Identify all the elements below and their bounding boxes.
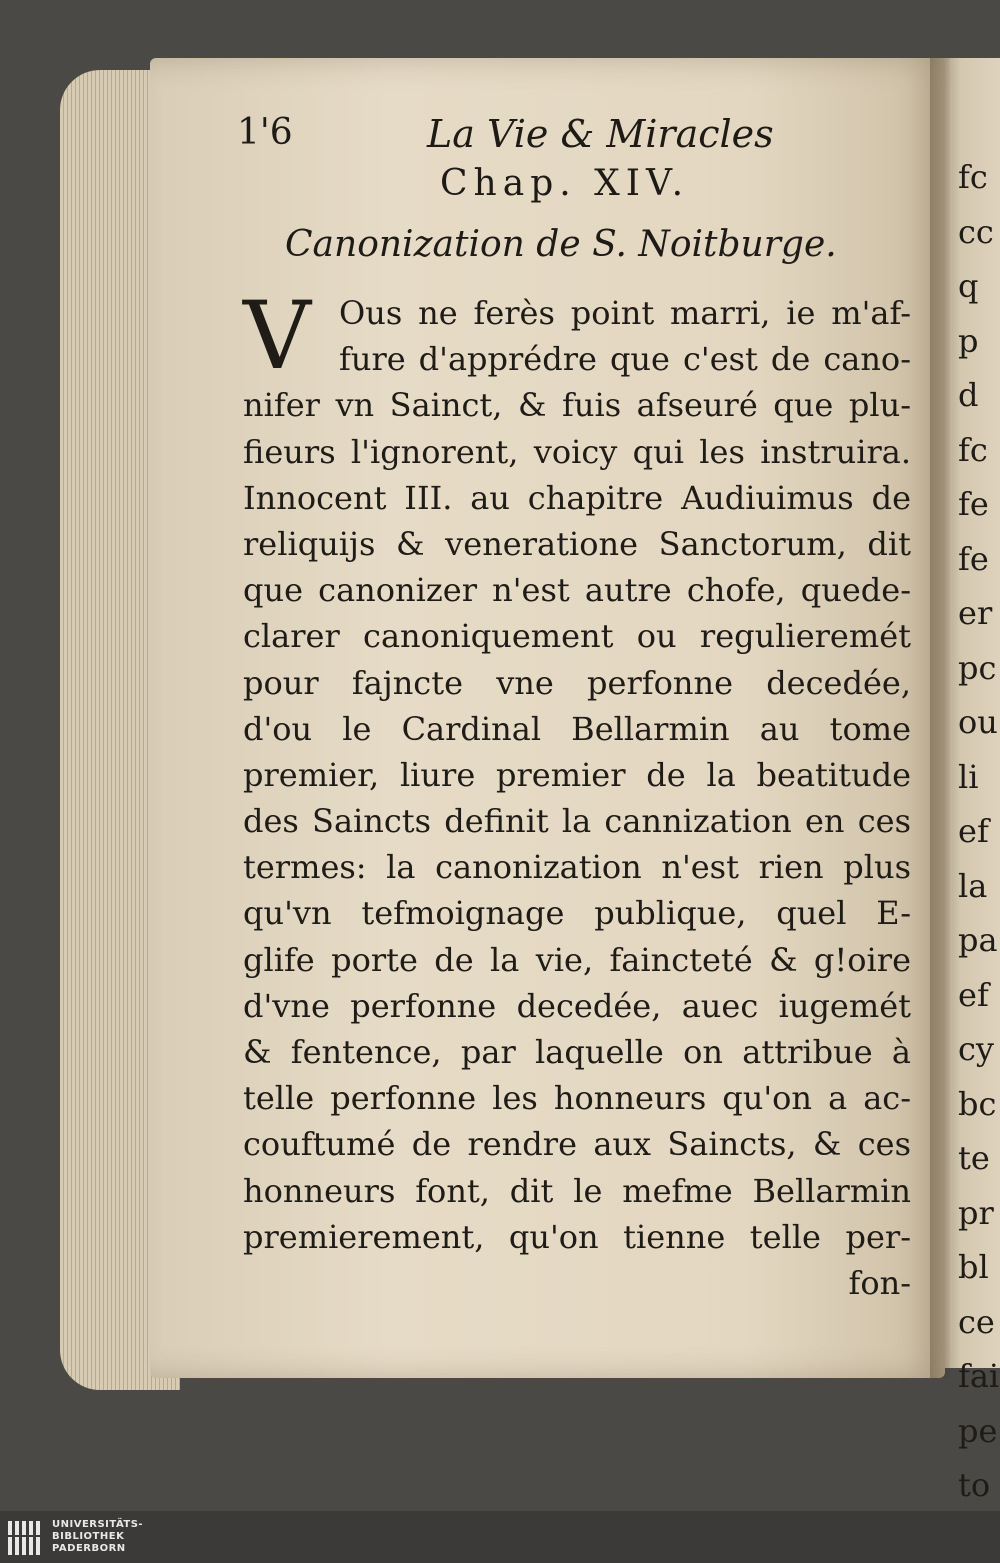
- fragment: to: [958, 1466, 991, 1504]
- fragment: pe: [958, 1411, 998, 1450]
- library-name: [52, 1519, 143, 1555]
- text-line: premier, liure premier de la beatitude: [243, 755, 911, 794]
- fragment: er: [958, 594, 993, 632]
- fragment: la: [958, 866, 988, 905]
- text-line: telle perfonne les honneurs qu'on a ac-: [243, 1079, 911, 1118]
- text-line: termes: la canonization n'est rien plus: [243, 848, 911, 887]
- fragment: fc: [958, 430, 988, 469]
- fragment: q: [958, 267, 979, 305]
- fragment: fc: [958, 158, 988, 196]
- fragment: li: [958, 757, 979, 796]
- text-line: couftumé de rendre aux Saincts, & ces: [243, 1125, 911, 1164]
- text-line: premierement, qu'on tienne telle per-: [243, 1217, 911, 1256]
- fragment: bc: [958, 1084, 997, 1123]
- fragment: te: [958, 1139, 990, 1177]
- fragment: ce: [958, 1302, 995, 1341]
- fragment: bl: [958, 1248, 989, 1286]
- text-line: reliquijs & veneratione Sanctorum, dit: [243, 524, 911, 563]
- body-text: [243, 282, 911, 1306]
- fragment: fai: [958, 1357, 1000, 1395]
- library-logo-icon: [6, 1519, 46, 1557]
- page-header: [237, 112, 797, 162]
- text-line: que canonizer n'est autre chofe, quede-: [243, 571, 911, 610]
- fragment: ef: [958, 975, 989, 1014]
- catchword: fon-: [848, 1263, 911, 1302]
- text-line: qu'vn tefmoignage publique, quel E-: [243, 894, 911, 933]
- fragment: p: [958, 321, 979, 360]
- fragment: pa: [958, 921, 998, 959]
- fragment: cy: [958, 1030, 994, 1068]
- text-line: glife porte de la vie, faincteté & g!oire: [243, 940, 911, 979]
- running-title: La Vie & Miracles: [427, 112, 774, 156]
- page-number: 1'6: [237, 112, 293, 153]
- text-line: nifer vn Sainct, & fuis afseuré que plu-: [243, 386, 911, 425]
- library-footer: [0, 1511, 1000, 1563]
- text-line: d'vne perfonne decedée, auec iugemét: [243, 986, 911, 1025]
- fragment: pc: [958, 648, 997, 687]
- fragment: fe: [958, 485, 989, 523]
- section-title: Canonization de S. Noitburge.: [285, 224, 837, 265]
- fragment: d: [958, 376, 979, 414]
- text-line: & fentence, par laquelle on attribue à: [243, 1033, 911, 1071]
- facing-page-text: [958, 150, 1000, 1511]
- text-line: fure d'apprédre que c'est de cano-: [339, 340, 911, 379]
- fragment: cc: [958, 212, 994, 251]
- library-name-line: PADERBORN: [52, 1543, 126, 1554]
- library-name-line: UNIVERSITÄTS-: [52, 1519, 144, 1530]
- text-line: Innocent III. au chapitre Audiuimus de: [243, 478, 911, 517]
- gutter-shadow: [930, 58, 950, 1378]
- fragment: ou: [958, 703, 998, 741]
- library-name-line: BIBLIOTHEK: [52, 1531, 125, 1542]
- fragment: fe: [958, 539, 989, 578]
- fragment: pr: [958, 1193, 994, 1232]
- text-line: clarer canoniquement ou regulieremét: [243, 617, 911, 656]
- chapter-heading: Chap. XIV.: [440, 163, 690, 204]
- text-line: pour fajncte vne perfonne decedée,: [243, 663, 911, 702]
- text-line: fieurs l'ignorent, voicy qui les instruira.: [243, 432, 911, 471]
- drop-cap: V: [243, 282, 311, 391]
- text-line: d'ou le Cardinal Bellarmin au tome: [243, 709, 911, 748]
- text-line: des Saincts definit la cannization en ces: [243, 802, 911, 841]
- text-line: Ous ne ferès point marri, ie m'af-: [339, 294, 911, 332]
- text-line: honneurs font, dit le mefme Bellarmin: [243, 1171, 911, 1210]
- fragment: ef: [958, 812, 989, 850]
